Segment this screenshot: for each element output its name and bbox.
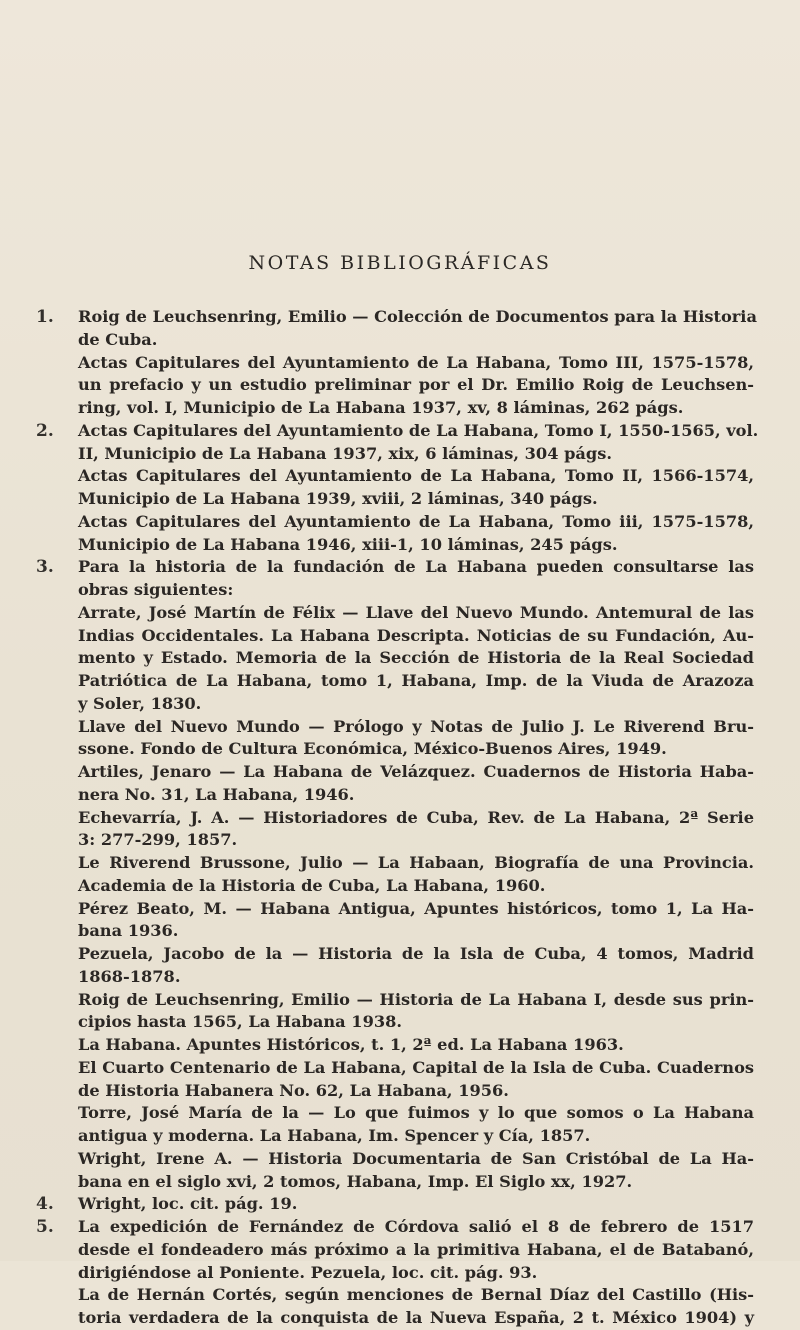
page-title: NOTAS BIBLIOGRÁFICAS xyxy=(248,252,552,274)
note-number: 2. xyxy=(36,420,54,441)
note-item xyxy=(36,1216,754,1330)
note-text-line: Roig de Leuchsenring, Emilio — Historia de La Habana I, desde sus prin- xyxy=(78,989,754,1009)
note-item xyxy=(36,556,754,1193)
note-item xyxy=(36,306,757,420)
note-text-line: toria verdadera de la conquista de la Nueva España, 2 t. México 1904) y xyxy=(78,1308,754,1327)
note-text-line: Artiles, Jenaro — La Habana de Velázquez. Cuadernos de Historia Haba- xyxy=(78,762,754,781)
note-text-line: Wright, Irene A. — Historia Documentaria de San Cristóbal de La Ha- xyxy=(78,1148,754,1168)
note-text-line: Indias Occidentales. La Habana Descripta. Noticias de su Fundación, Au- xyxy=(78,625,754,645)
note-text-line: Academia de la Historia de Cuba, La Habana, 1960. xyxy=(78,875,546,895)
note-text-line: La de Hernán Cortés, según menciones de Bernal Díaz del Castillo (His- xyxy=(78,1285,754,1305)
note-text-line: Actas Capitulares del Ayuntamiento de La Habana, Tomo II, 1566-1574, xyxy=(78,466,754,486)
note-text-line: El Cuarto Centenario de La Habana, Capital de la Isla de Cuba. Cuadernos xyxy=(78,1057,754,1077)
note-text-line: 3: 277-299, 1857. xyxy=(78,830,238,850)
note-text-line: Arrate, José Martín de Félix — Llave del Nuevo Mundo. Antemural de las xyxy=(78,602,754,622)
note-text-line: desde el fondeadero más próximo a la primitiva Habana, el de Batabanó, xyxy=(78,1239,754,1259)
note-text-line: de Cuba. xyxy=(78,329,158,349)
note-text-line: La expedición de Fernández de Córdova salió el 8 de febrero de 1517 xyxy=(78,1217,754,1236)
note-text-line: Le Riverend Brussone, Julio — La Habaan, Biografía de una Provincia. xyxy=(78,853,754,872)
note-text-line: ring, vol. I, Municipio de La Habana 1937, xv, 8 láminas, 262 págs. xyxy=(78,398,684,417)
note-number: 4. xyxy=(36,1194,54,1215)
note-item xyxy=(36,1193,754,1216)
note-text-line: Patriótica de La Habana, tomo 1, Habana, Imp. de la Viuda de Arazoza xyxy=(78,671,754,690)
note-text-line: bana en el siglo xvi, 2 tomos, Habana, Imp. El Siglo xx, 1927. xyxy=(78,1171,633,1191)
note-number: 1. xyxy=(36,307,54,327)
note-text-line: Municipio de La Habana 1939, xviii, 2 láminas, 340 págs. xyxy=(78,489,598,508)
note-text-line: obras siguientes: xyxy=(78,580,234,599)
note-number: 3. xyxy=(36,557,54,578)
note-text-line: Pezuela, Jacobo de la — Historia de la Isla de Cuba, 4 tomos, Madrid xyxy=(78,944,754,963)
note-text-line: mento y Estado. Memoria de la Sección de Historia de la Real Sociedad xyxy=(78,648,754,668)
note-text-line: nera No. 31, La Habana, 1946. xyxy=(78,784,355,804)
note-text-line: antigua y moderna. La Habana, Im. Spencer y Cía, 1857. xyxy=(78,1126,591,1145)
note-text-line: Actas Capitulares del Ayuntamiento de La Habana, Tomo iii, 1575-1578, xyxy=(78,511,754,531)
note-text-line: de Historia Habanera No. 62, La Habana, 1956. xyxy=(78,1080,509,1100)
note-text-line: un prefacio y un estudio preliminar por el Dr. Emilio Roig de Leuchsen- xyxy=(78,375,754,395)
note-text-line: Torre, José María de la — Lo que fuimos y lo que somos o La Habana xyxy=(78,1103,754,1123)
note-item xyxy=(36,420,759,557)
note-text-line: dirigiéndose al Poniente. Pezuela, loc. cit. pág. 93. xyxy=(78,1262,538,1282)
note-text-line: 1868-1878. xyxy=(78,966,181,986)
notes-list xyxy=(36,306,759,1330)
note-text-line: y Soler, 1830. xyxy=(78,693,202,713)
note-text-line: Echevarría, J. A. — Historiadores de Cuba, Rev. de La Habana, 2ª Serie xyxy=(78,807,754,827)
note-number: 5. xyxy=(36,1217,54,1237)
note-text-line: Actas Capitulares del Ayuntamiento de La Habana, Tomo III, 1575-1578, xyxy=(78,352,754,372)
note-text-line: II, Municipio de La Habana 1937, xix, 6 láminas, 304 págs. xyxy=(78,443,612,463)
note-text-line: Municipio de La Habana 1946, xiii-1, 10 láminas, 245 págs. xyxy=(78,534,618,554)
note-text-line: cipios hasta 1565, La Habana 1938. xyxy=(78,1012,402,1032)
note-text-line: Actas Capitulares del Ayuntamiento de La Habana, Tomo I, 1550-1565, vol. xyxy=(78,420,759,440)
note-text-line: La Habana. Apuntes Históricos, t. 1, 2ª ed. La Habana 1963. xyxy=(78,1035,624,1054)
note-text-line: Pérez Beato, M. — Habana Antigua, Apuntes históricos, tomo 1, La Ha- xyxy=(78,898,754,918)
note-text-line: Para la historia de la fundación de La Habana pueden consultarse las xyxy=(78,557,754,577)
note-text-line: bana 1936. xyxy=(78,921,179,941)
note-text-line: Llave del Nuevo Mundo — Prólogo y Notas de Julio J. Le Riverend Bru- xyxy=(78,716,754,736)
note-text-line: Wright, loc. cit. pág. 19. xyxy=(78,1194,298,1214)
note-text-line: ssone. Fondo de Cultura Económica, México-Buenos Aires, 1949. xyxy=(78,739,667,759)
note-text-line: Roig de Leuchsenring, Emilio — Colección de Documentos para la Historia xyxy=(78,307,757,326)
